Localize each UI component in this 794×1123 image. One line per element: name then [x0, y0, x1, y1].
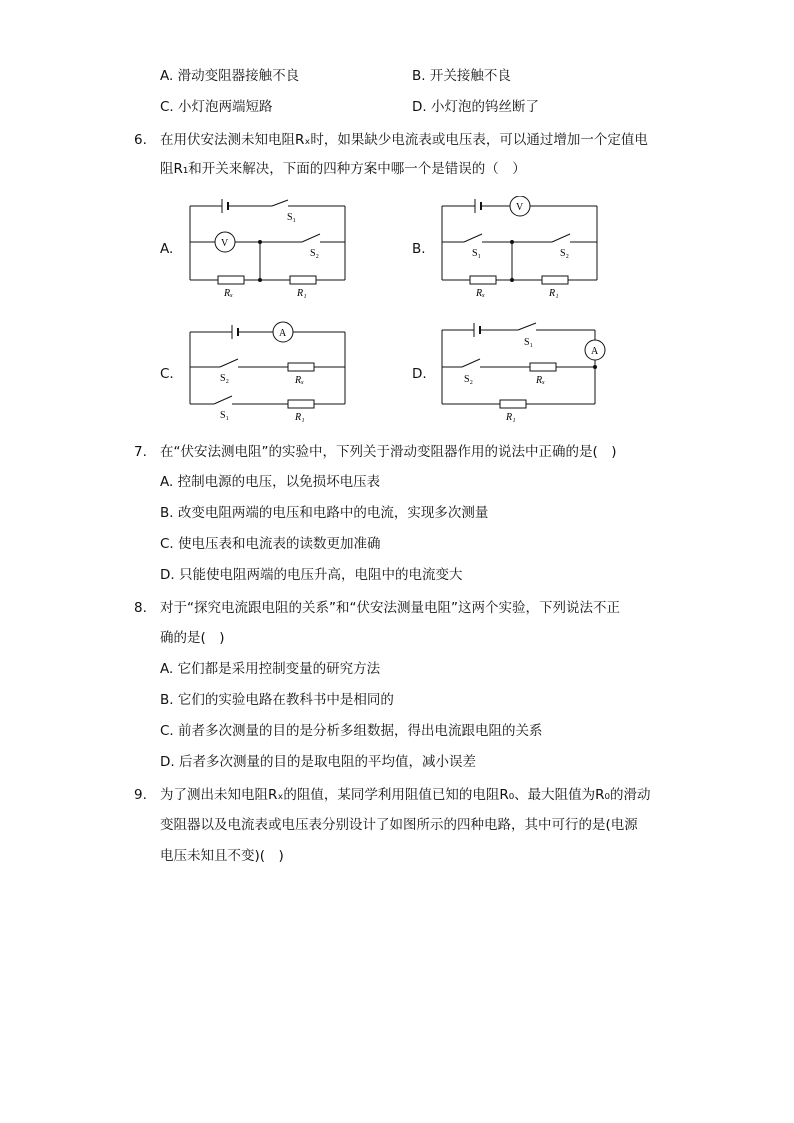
- ammeter-symbol: A: [591, 346, 599, 357]
- q7-stem: 在“伏安法测电阻”的实验中，下列关于滑动变阻器作用的说法中正确的是( ): [160, 444, 617, 460]
- q8-stem-line1: 对于“探究电流跟电阻的关系”和“伏安法测量电阻”这两个实验，下列说法不正: [160, 600, 620, 616]
- q7-option-a: A. 控制电源的电压，以免损坏电压表: [160, 474, 381, 490]
- q6-stem-line2: 阻R₁和开关来解决，下面的四种方案中哪一个是错误的（ ）: [160, 161, 526, 177]
- switch-s2-label: S₂: [464, 374, 474, 385]
- q5-option-c: C. 小灯泡两端短路: [160, 99, 273, 115]
- q5-option-b: B. 开关接触不良: [412, 68, 511, 84]
- switch-s1-label: S₁: [220, 410, 230, 421]
- ammeter-symbol: A: [279, 328, 287, 339]
- r1-label: R₁: [549, 288, 559, 299]
- q7-option-d: D. 只能使电阻两端的电压升高，电阻中的电流变大: [160, 567, 463, 583]
- r1-label: R₁: [295, 412, 305, 423]
- q6-circuit-d: [432, 318, 612, 424]
- switch-s2-label: S₂: [310, 248, 320, 259]
- voltmeter-symbol: V: [516, 202, 524, 213]
- switch-s2-label: S₂: [220, 373, 230, 384]
- q8-option-c: C. 前者多次测量的目的是分析多组数据，得出电流跟电阻的关系: [160, 723, 543, 739]
- q8-option-a: A. 它们都是采用控制变量的研究方法: [160, 661, 381, 677]
- switch-s2-label: S₂: [560, 248, 570, 259]
- switch-s1-label: S₁: [472, 248, 482, 259]
- q8-stem-line2: 确的是( ): [160, 630, 225, 646]
- rx-label: Rₓ: [224, 288, 233, 299]
- q5-option-a: A. 滑动变阻器接触不良: [160, 68, 300, 84]
- q9-number: 9.: [134, 787, 147, 803]
- rx-label: Rₓ: [295, 375, 304, 386]
- q8-option-b: B. 它们的实验电路在教科书中是相同的: [160, 692, 394, 708]
- q6-circuit-c: [180, 318, 360, 424]
- q7-option-b: B. 改变电阻两端的电压和电路中的电流，实现多次测量: [160, 505, 489, 521]
- rx-label: Rₓ: [476, 288, 485, 299]
- q6-circuit-b: [432, 196, 612, 300]
- q5-option-d: D. 小灯泡的钨丝断了: [412, 99, 539, 115]
- q9-stem-line2: 变阻器以及电流表或电压表分别设计了如图所示的四种电路，其中可行的是(电源: [160, 817, 638, 833]
- q6-number: 6.: [134, 132, 147, 148]
- q7-option-c: C. 使电压表和电流表的读数更加准确: [160, 536, 381, 552]
- q6-circuit-a: [180, 196, 360, 300]
- q9-stem-line1: 为了测出未知电阻Rₓ的阻值，某同学利用阻值已知的电阻R₀、最大阻值为R₀的滑动: [160, 787, 651, 803]
- q6-stem-line1: 在用伏安法测未知电阻Rₓ时，如果缺少电流表或电压表，可以通过增加一个定值电: [160, 132, 648, 148]
- voltmeter-symbol: V: [221, 238, 229, 249]
- switch-s1-label: S₁: [287, 212, 297, 223]
- q6-circuit-c-label: C.: [160, 366, 174, 382]
- rx-label: Rₓ: [536, 375, 545, 386]
- q7-number: 7.: [134, 444, 147, 460]
- q6-circuit-b-label: B.: [412, 241, 426, 257]
- q8-number: 8.: [134, 600, 147, 616]
- r1-label: R₁: [297, 288, 307, 299]
- switch-s1-label: S₁: [524, 337, 534, 348]
- q9-stem-line3: 电压未知且不变)( ): [160, 848, 284, 864]
- q6-circuit-d-label: D.: [412, 366, 427, 382]
- r1-label: R₁: [506, 412, 516, 423]
- q8-option-d: D. 后者多次测量的目的是取电阻的平均值，减小误差: [160, 754, 476, 770]
- q6-circuit-a-label: A.: [160, 241, 174, 257]
